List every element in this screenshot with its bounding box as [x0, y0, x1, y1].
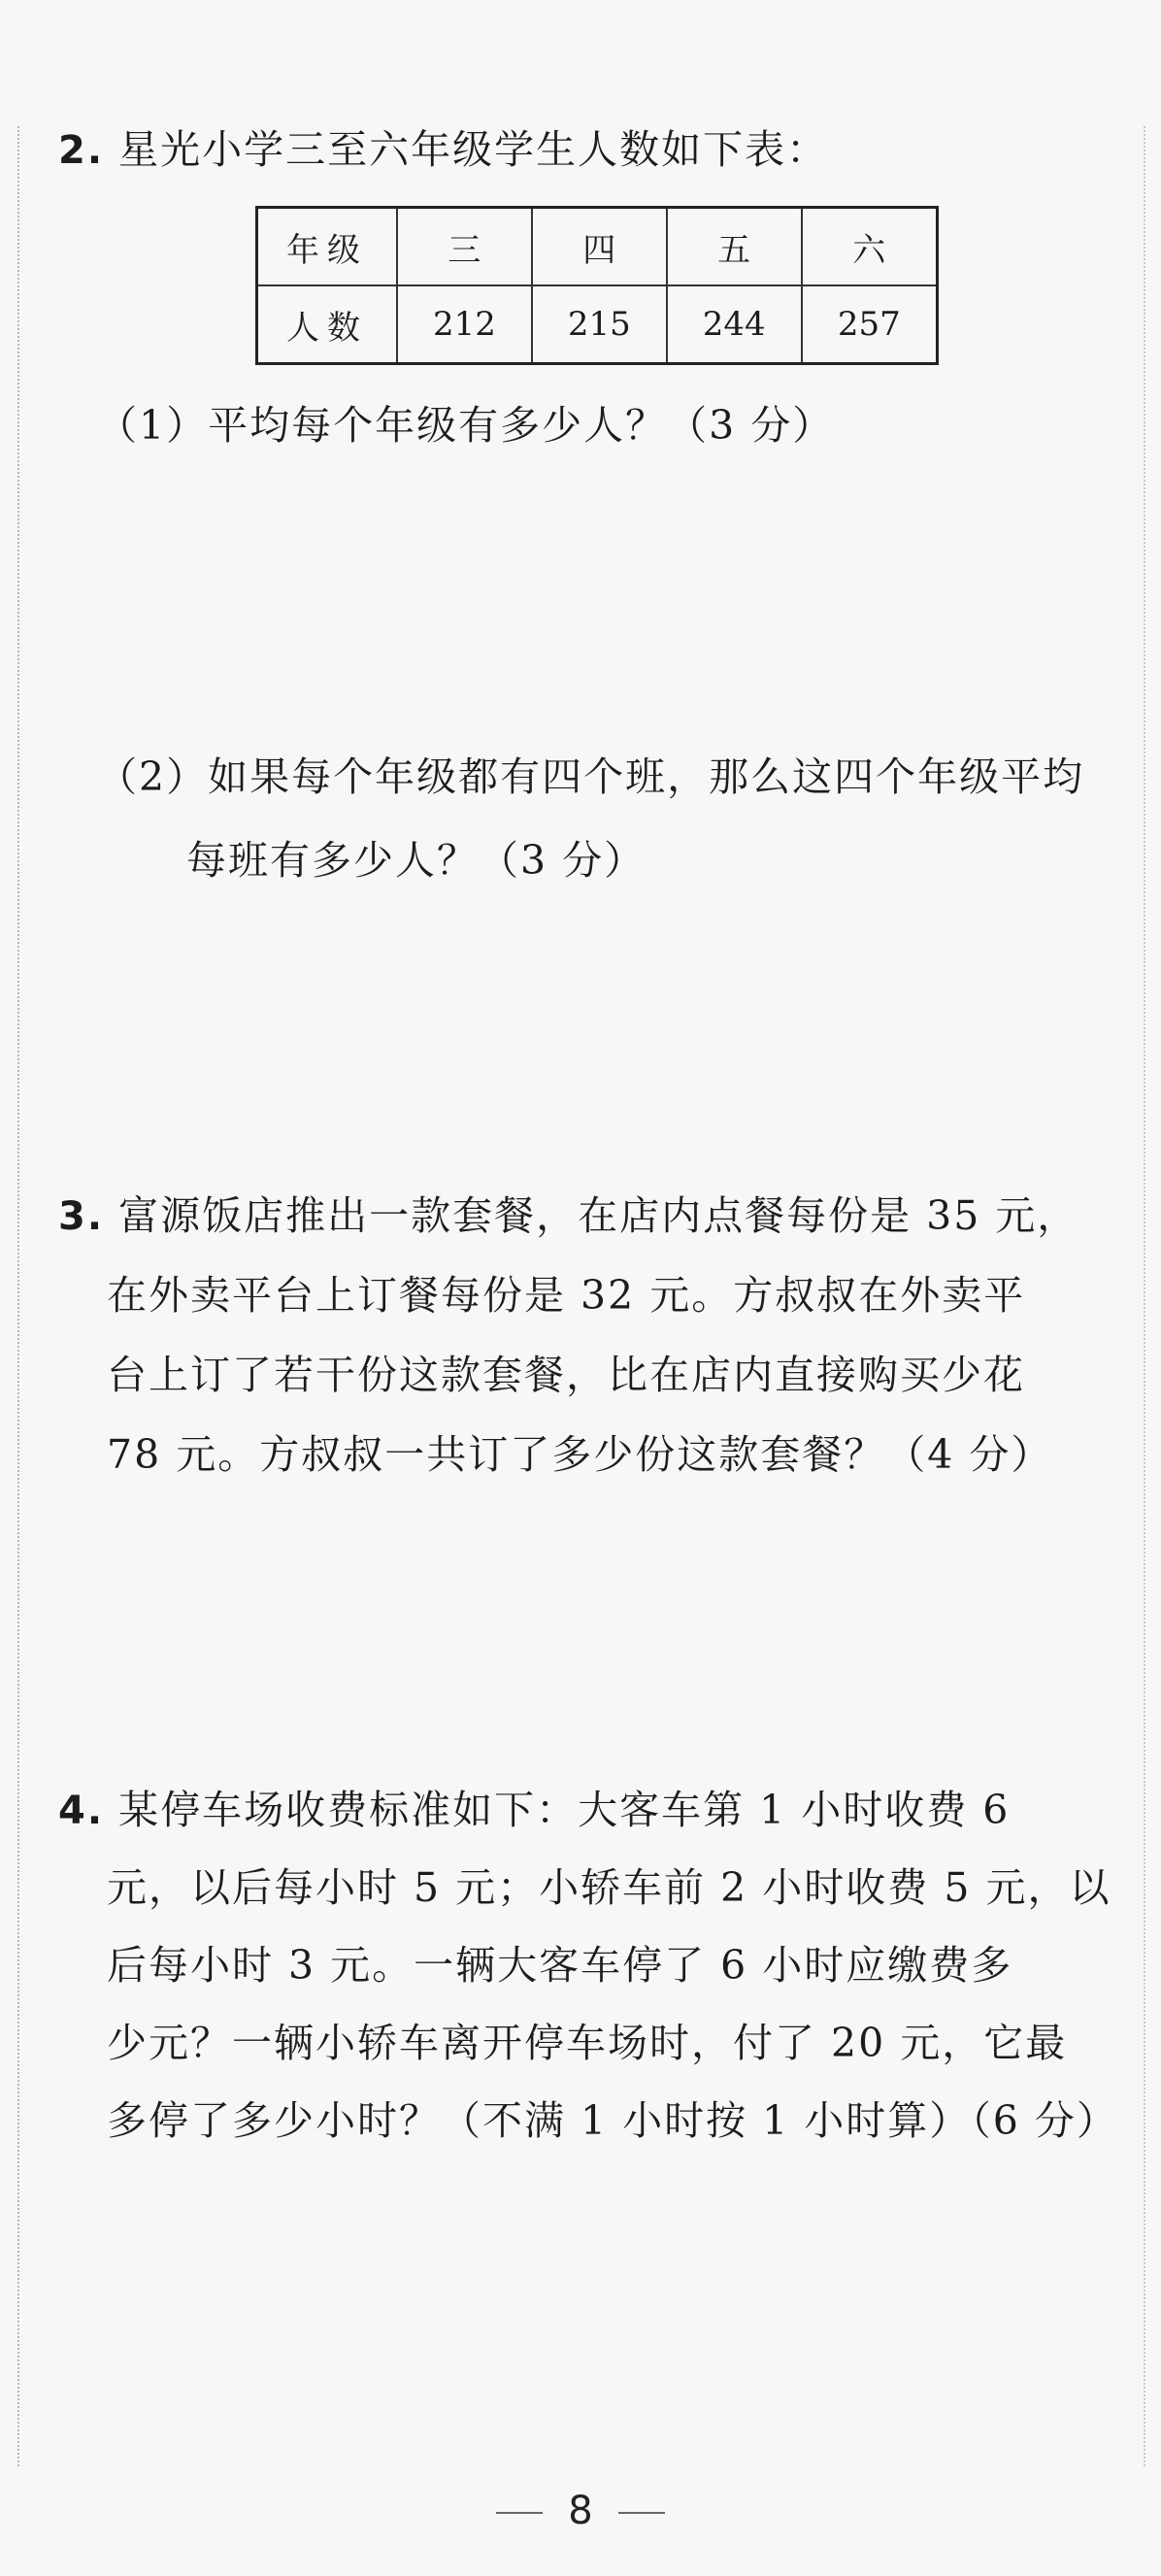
- table-cell: 六: [802, 208, 938, 286]
- table-cell: 257: [802, 285, 938, 364]
- table-cell: 212: [397, 285, 532, 364]
- question-4-line-1: [58, 1781, 1010, 1840]
- page-number: 8: [568, 2489, 593, 2533]
- question-2-sub-2-line-2: 每班有多少人？（3 分）: [186, 837, 647, 884]
- table-cell: 244: [667, 285, 802, 364]
- question-2-sub-2-line-1: （2）如果每个年级都有四个班，那么这四个年级平均: [97, 753, 1085, 800]
- question-4-line-3: 后每小时 3 元。一辆大客车停了 6 小时应缴费多: [107, 1942, 1013, 1989]
- table-row: [257, 208, 938, 286]
- dash-left: [496, 2512, 543, 2514]
- question-4-line-2: 元，以后每小时 5 元；小轿车前 2 小时收费 5 元，以: [107, 1864, 1111, 1911]
- table-cell: 五: [667, 208, 802, 286]
- grade-student-count-table: [255, 206, 939, 365]
- table-cell: 四: [532, 208, 667, 286]
- table-cell: 215: [532, 285, 667, 364]
- table-row: [257, 285, 938, 364]
- question-3-line-4: 78 元。方叔叔一共订了多少份这款套餐？（4 分）: [107, 1431, 1053, 1478]
- question-2-stem: [58, 120, 828, 180]
- table-cell: 年级: [257, 208, 398, 286]
- page-margin-line-left: [17, 126, 19, 2466]
- question-number: 3.: [58, 1194, 105, 1239]
- question-number: 2.: [58, 128, 105, 173]
- question-3-line-3: 台上订了若干份这款套餐，比在店内直接购买少花: [107, 1352, 1025, 1398]
- question-number: 4.: [58, 1789, 105, 1833]
- page-footer: [0, 2482, 1161, 2540]
- question-3-line-1: [58, 1187, 1078, 1246]
- question-text: 某停车场收费标准如下：大客车第 1 小时收费 6: [118, 1787, 1011, 1833]
- question-text: 星光小学三至六年级学生人数如下表：: [118, 126, 829, 173]
- dash-right: [618, 2512, 665, 2514]
- question-4-line-4: 少元？一辆小轿车离开停车场时，付了 20 元，它最: [107, 2020, 1068, 2066]
- question-2-sub-1: （1）平均每个年级有多少人？（3 分）: [97, 402, 835, 449]
- table-cell: 人数: [257, 285, 398, 364]
- question-text: 富源饭店推出一款套餐，在店内点餐每份是 35 元，: [118, 1192, 1079, 1239]
- page-margin-line-right: [1144, 126, 1145, 2466]
- question-4-line-5: 多停了多少小时？（不满 1 小时按 1 小时算）（6 分）: [107, 2097, 1118, 2144]
- table-cell: 三: [397, 208, 532, 286]
- question-3-line-2: 在外卖平台上订餐每份是 32 元。方叔叔在外卖平: [107, 1272, 1026, 1319]
